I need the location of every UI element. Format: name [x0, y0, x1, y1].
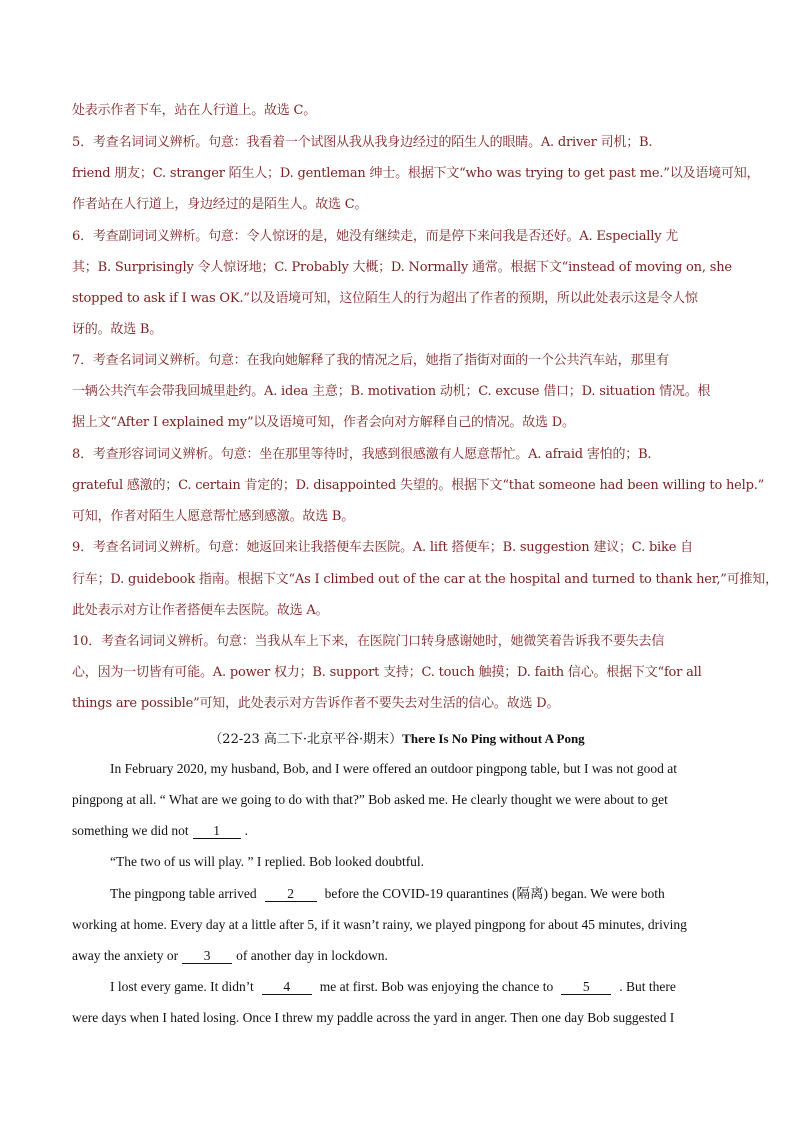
answer-line: friend 朋友；C. stranger 陌生人；D. gentleman 绅士。根据下文“who was trying to get past me.”以及语境可知， [72, 166, 760, 181]
answer-line: 8．考查形容词词义辨析。句意：坐在那里等待时，我感到很感激有人愿意帮忙。A. afraid 害怕的；B. [72, 447, 652, 462]
passage-line [110, 884, 665, 904]
passage-text: . But there [619, 979, 676, 994]
answer-line: grateful 感激的；C. certain 肯定的；D. disappointed 失望的。根据下文“that someone had been willing to help.” [72, 478, 765, 493]
answer-line: 其；B. Surprisingly 令人惊讶地；C. Probably 大概；D. Normally 通常。根据下文“instead of moving on, she [72, 260, 732, 275]
answer-line: 据上文“After I explained my”以及语境可知，作者会向对方解释自己的情况。故选 D。 [72, 415, 575, 430]
passage-line [110, 977, 676, 997]
passage-title: There Is No Ping without A Pong [402, 731, 585, 746]
answer-line: 一辆公共汽车会带我回城里赴约。A. idea 主意；B. motivation 动机；C. excuse 借口；D. situation 情况。根 [72, 384, 711, 399]
passage-text: The pingpong table arrived [110, 886, 257, 901]
answer-line: 7．考查名词词义辨析。句意：在我向她解释了我的情况之后，她指了指街对面的一个公共汽车站，那里有 [72, 353, 669, 368]
passage-text: me at first. Bob was enjoying the chance to [319, 979, 554, 994]
answer-line: 处表示作者下车，站在人行道上。故选 C。 [72, 103, 317, 118]
passage-line: were days when I hated losing. Once I threw my paddle across the yard in anger. Then one day Bob suggested I [72, 1010, 675, 1025]
answer-line: 可知，作者对陌生人愿意帮忙感到感激。故选 B。 [72, 509, 355, 524]
blank-3[interactable]: 3 [182, 949, 232, 964]
passage-text: something we did not [72, 823, 189, 838]
answer-line: 9．考查名词词义辨析。句意：她返回来让我搭便车去医院。A. lift 搭便车；B. suggestion 建议；C. bike 自 [72, 540, 693, 555]
passage-line: In February 2020, my husband, Bob, and I were offered an outdoor pingpong table, but I was not good at [110, 761, 678, 776]
blank-2[interactable]: 2 [265, 887, 317, 902]
blank-4[interactable]: 4 [262, 980, 312, 995]
passage-line: pingpong at all. “ What are we going to do with that?” Bob asked me. He clearly thought we were about to get [72, 792, 668, 807]
answer-line: 10．考查名词词义辨析。句意：当我从车上下来，在医院门口转身感谢她时，她微笑着告诉我不要失去信 [72, 634, 665, 649]
blank-5[interactable]: 5 [561, 980, 611, 995]
answer-line: 心，因为一切皆有可能。A. power 权力；B. support 支持；C. touch 触摸；D. faith 信心。根据下文“for all [72, 665, 702, 680]
answer-line: 5．考查名词词义辨析。句意：我看着一个试图从我从我身边经过的陌生人的眼睛。A. driver 司机；B. [72, 135, 653, 150]
passage-text: before the COVID-19 quarantines (隔离) began. We were both [324, 886, 665, 901]
passage-line: working at home. Every day at a little after 5, if it wasn’t rainy, we played pingpong for about 45 minutes, driving [72, 917, 687, 932]
passage-text: away the anxiety or [72, 948, 179, 963]
answer-line: 作者站在人行道上，身边经过的是陌生人。故选 C。 [72, 197, 368, 212]
passage-text: . [244, 823, 248, 838]
answer-line: 6．考查副词词义辨析。句意：令人惊讶的是，她没有继续走，而是停下来问我是否还好。A. Especially 尤 [72, 229, 679, 244]
passage-text: I lost every game. It didn’t [110, 979, 254, 994]
passage-text: of another day in lockdown. [236, 948, 388, 963]
answer-line: stopped to ask if I was OK.”以及语境可知，这位陌生人的行为超出了作者的预期，所以此处表示这是令人惊 [72, 291, 698, 306]
answer-line: 讶的。故选 B。 [72, 322, 163, 337]
passage-source: （22-23 高二下·北京平谷·期末） [209, 732, 403, 747]
answer-line: things are possible”可知，此处表示对方告诉作者不要失去对生活的信心。故选 D。 [72, 696, 560, 711]
passage-line [72, 946, 388, 966]
answer-line: 此处表示对方让作者搭便车去医院。故选 A。 [72, 603, 329, 618]
answer-line: 行车；D. guidebook 指南。根据下文“As I climbed out of the car at the hospital and turned to thank her,”可推知， [72, 572, 778, 587]
passage-heading [0, 728, 794, 747]
blank-1[interactable]: 1 [193, 824, 241, 839]
passage-line [72, 821, 248, 841]
passage-line: “The two of us will play. ” I replied. Bob looked doubtful. [110, 854, 425, 869]
